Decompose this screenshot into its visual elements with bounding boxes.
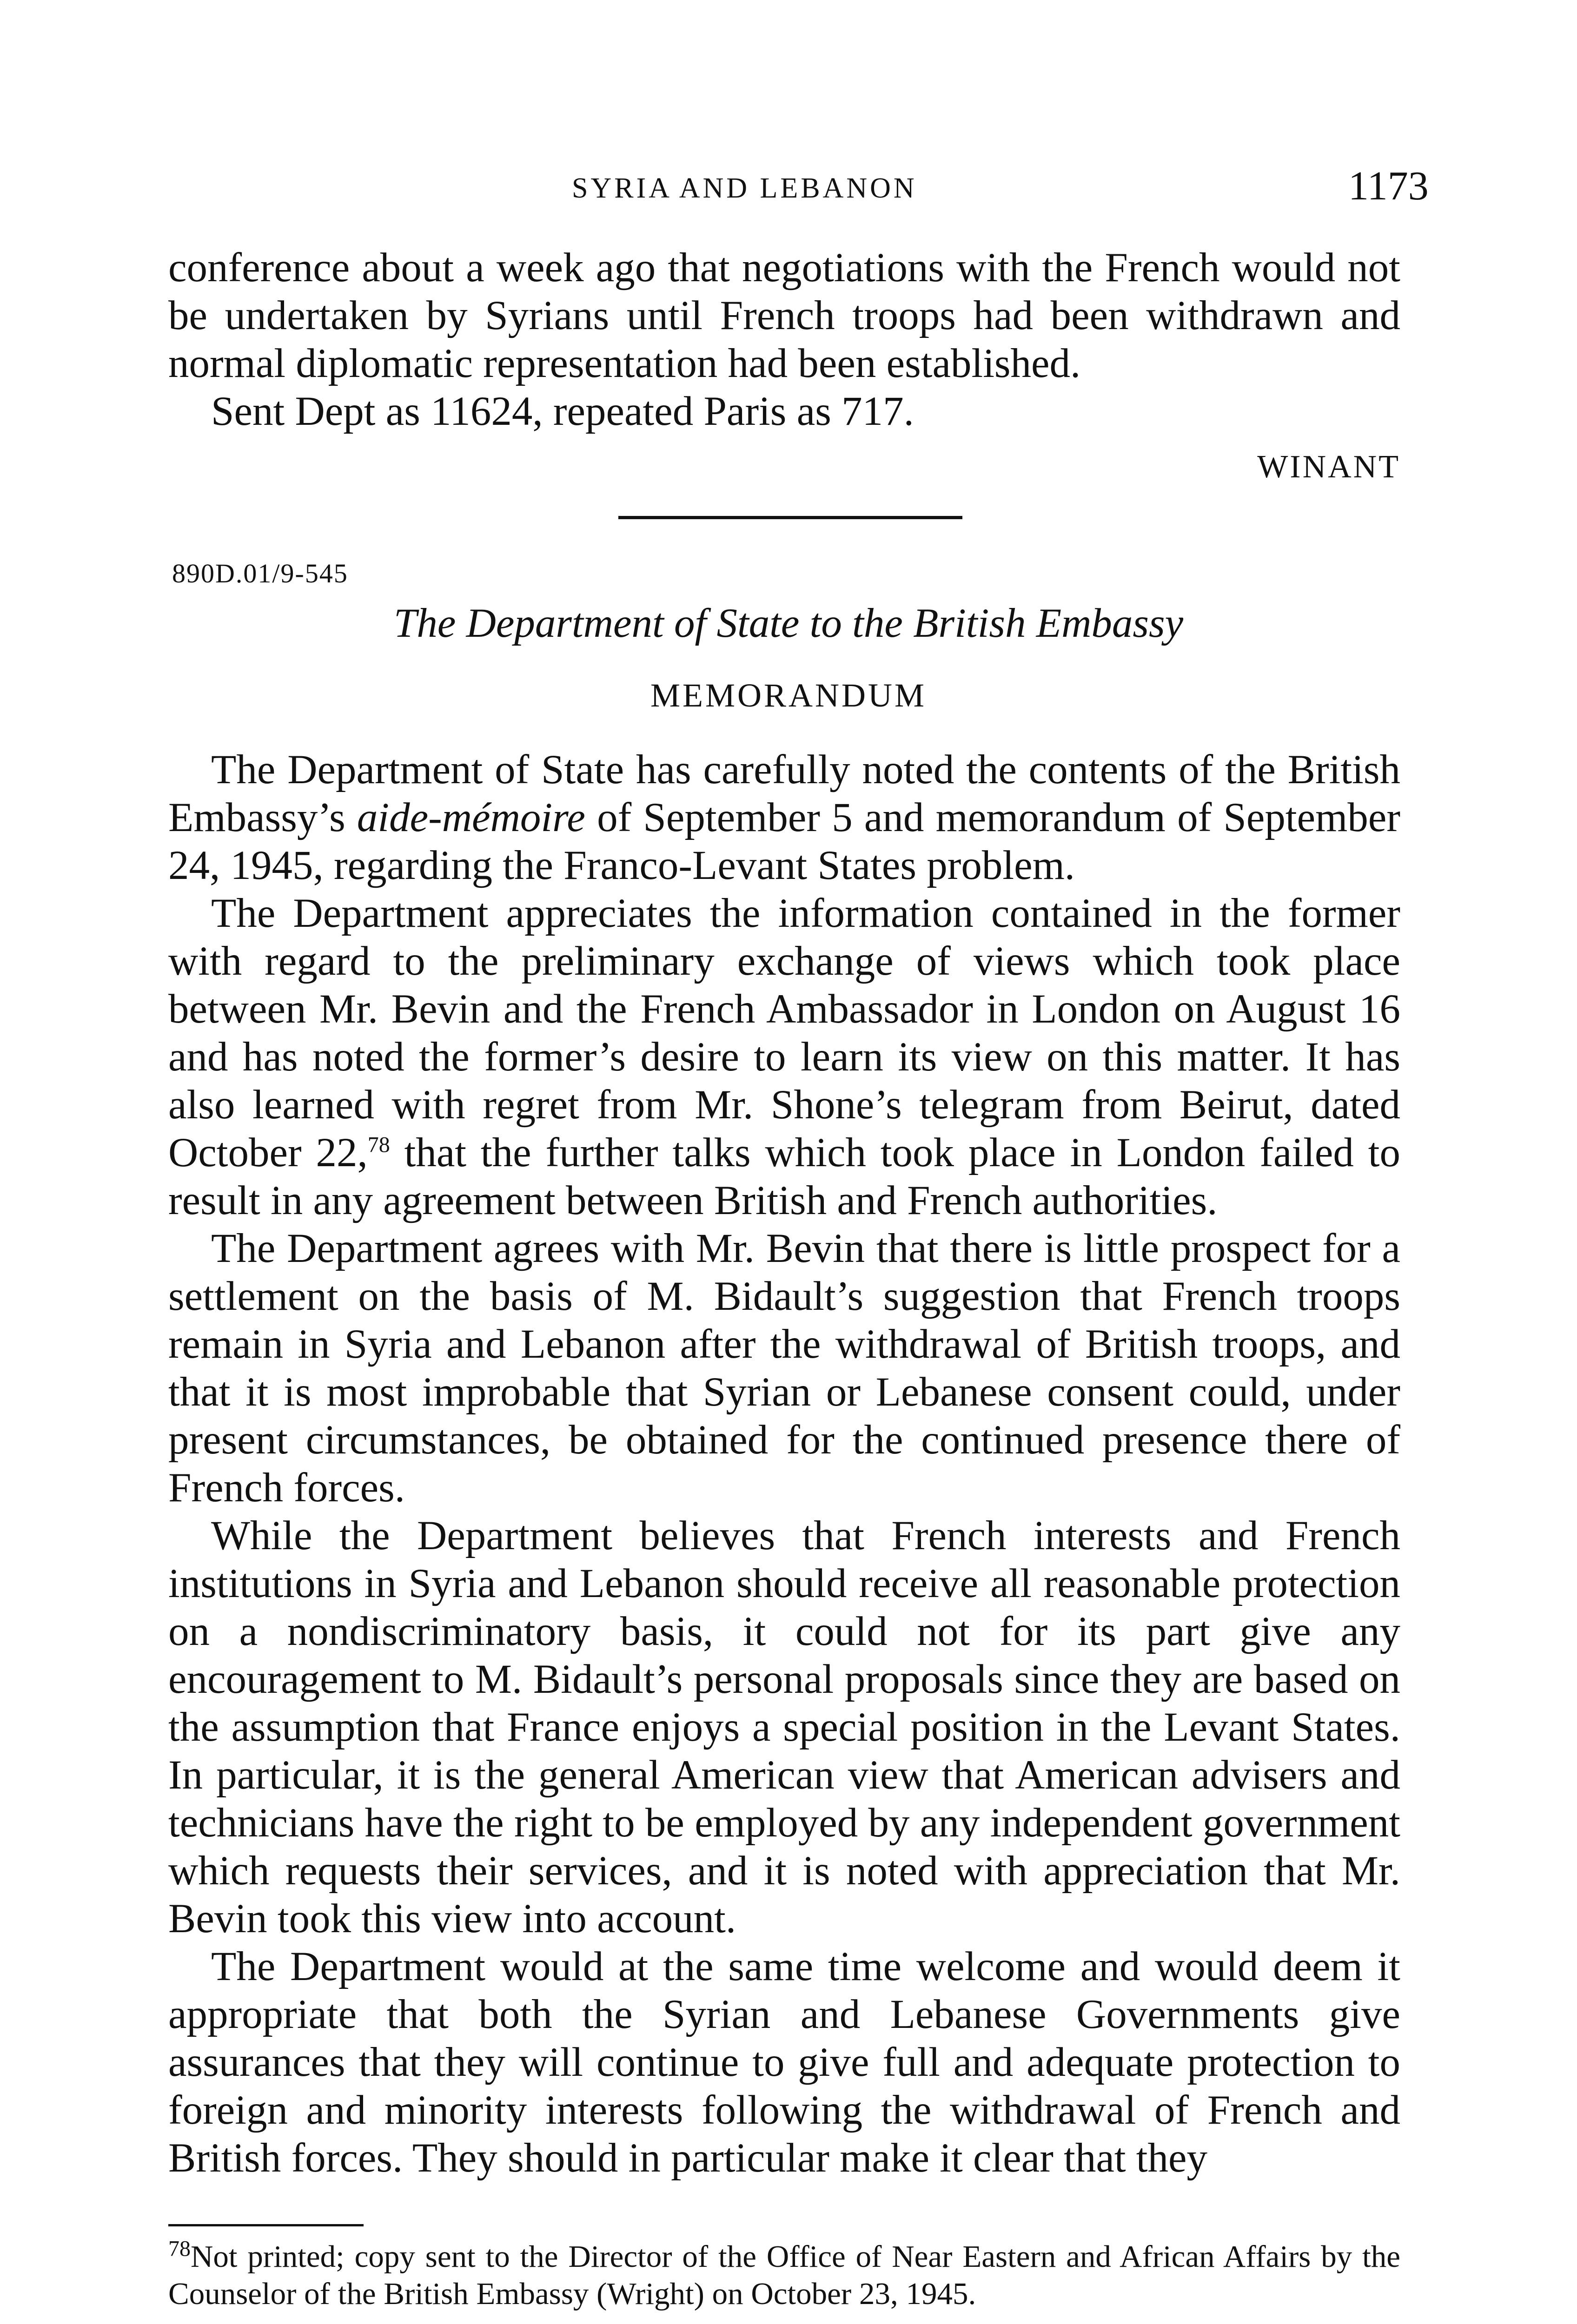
continuation-paragraph: conference about a week ago that negotiations with the French would not be undertaken by Syrians until French troops had been withdrawn and normal diplomatic representation had been established. [168,245,1400,386]
paragraph-1-start: The Department of State has carefully noted the contents of the British Embassy’s [168,747,1400,840]
paragraph-2-end: that the further talks which took place in London failed to result in any agreement between British and French authorities. [168,1130,1400,1223]
footnote-marker: 78 [168,2236,191,2261]
paragraph-1-end: of September 5 and memorandum of September 24, 1945, regarding the Franco-Levant States problem. [168,795,1400,888]
footnote-text: Not printed; copy sent to the Director of the Office of Near Eastern and African Affairs by the Counselor of the British Embassy (Wright) on October 23, 1945. [168,2239,1400,2311]
file-number: 890D.01/9-545 [172,558,348,588]
aide-memoire-italic: aide-mémoire [357,795,585,840]
footnote-divider [168,2224,364,2226]
continuation-block [168,244,1400,436]
paragraph-1 [168,746,1400,890]
document-type: MEMORANDUM [650,677,927,714]
paragraph-2 [168,890,1400,1225]
paragraph-5: The Department would at the same time welcome and would deem it appropriate that both the Syrian and Lebanese Governments give assurances that they will continue to give full and adequate protection to foreign and minority interests following the withdrawal of French and British forces. They should in particular make it clear that they [168,1944,1400,2181]
memorandum-body [168,746,1400,2182]
page-number: 1173 [1348,164,1429,209]
section-divider [618,516,962,519]
signature: WINANT [1257,449,1400,485]
footnote-reference: 78 [367,1132,390,1157]
paragraph-4: While the Department believes that French interests and French institutions in Syria and Lebanon should receive all reasonable protection on a nondiscriminatory basis, it could not for its part give any encouragement to M. Bidault’s personal proposals since they are based on the assumption that France enjoys a special position in the Levant States. In particular, it is the general American view that American advisers and technicians have the right to be employed by any independent government which requests their services, and it is noted with appreciation that Mr. Bevin took this view into account. [168,1513,1400,1941]
paragraph-3: The Department agrees with Mr. Bevin that there is little prospect for a settlement on the basis of M. Bidault’s suggestion that French troops remain in Syria and Lebanon after the withdrawal of British troops, and that it is most improbable that Syrian or Lebanese consent could, under present circumstances, be obtained for the continued presence there of French forces. [168,1226,1400,1511]
paragraph-2-start: The Department appreciates the information contained in the former with regard to the preliminary exchange of views which took place between Mr. Bevin and the French Ambassador in London on August 16 and has noted the former’s desire to learn its view on this matter. It has also learned with regret from Mr. Shone’s telegram from Beirut, dated October 22, [168,891,1400,1175]
sent-line: Sent Dept as 11624, repeated Paris as 717. [211,389,914,434]
document-title: The Department of State to the British Embassy [393,601,1184,646]
running-head: SYRIA AND LEBANON [572,172,917,204]
footnote [168,2238,1400,2312]
